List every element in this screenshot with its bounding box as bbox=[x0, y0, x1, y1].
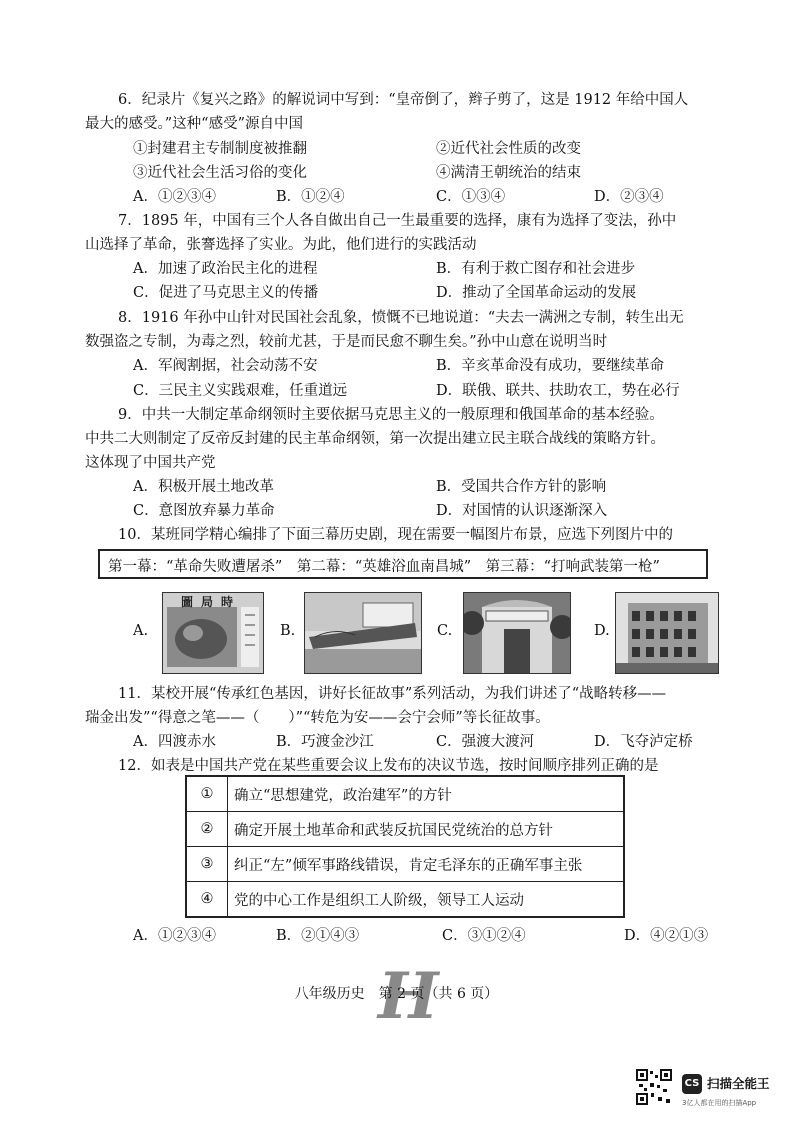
q12-resolution-table bbox=[185, 775, 625, 918]
table-row bbox=[186, 882, 624, 918]
q7-option-d: D．推动了全国革命运动的发展 bbox=[436, 285, 637, 301]
q6-item-3: ③近代社会生活习俗的变化 bbox=[133, 165, 307, 181]
q6-option-b: B．①②④ bbox=[276, 189, 345, 205]
q12-stem: 12．如表是中国共产党在某些重要会议上发布的决议节选，按时间顺序排列正确的是 bbox=[118, 758, 659, 774]
q7-stem-line2: 山选择了革命，张謇选择了实业。为此，他们进行的实践活动 bbox=[85, 237, 477, 253]
q10-option-a-label: A. bbox=[133, 623, 149, 639]
q10-picture-d bbox=[615, 592, 719, 674]
q9-option-c: C．意图放弃暴力革命 bbox=[133, 503, 275, 519]
q12-option-c: C．③①②④ bbox=[442, 928, 526, 944]
table-row-text: 确定开展土地革命和武装反抗国民党统治的总方针 bbox=[228, 812, 625, 847]
q8-stem-line2: 数强盗之专制，为毒之烈，较前尤甚，于是而民愈不聊生矣。”孙中山意在说明当时 bbox=[85, 334, 608, 350]
q6-stem-line1: 6．纪录片《复兴之路》的解说词中写到：“皇帝倒了，辫子剪了，这是 1912 年给中国人 bbox=[118, 92, 689, 108]
q8-option-c: C．三民主义实践艰难，任重道远 bbox=[133, 383, 348, 399]
q8-option-b: B．辛亥革命没有成功，要继续革命 bbox=[436, 358, 665, 374]
table-row-text: 纠正“左”倾军事路线错误，肯定毛泽东的正确军事主张 bbox=[228, 847, 625, 882]
q7-option-b: B．有利于救亡图存和社会进步 bbox=[436, 261, 636, 277]
q10-picture-a bbox=[162, 592, 264, 674]
q10-stem: 10．某班同学精心编排了下面三幕历史剧，现在需要一幅图片布景，应选下列图片中的 bbox=[118, 527, 673, 543]
q10-option-d-label: D. bbox=[594, 623, 610, 639]
q6-item-4: ④满清王朝统治的结束 bbox=[436, 165, 581, 181]
table-row-number: ③ bbox=[186, 847, 228, 882]
qr-code-icon bbox=[636, 1069, 672, 1105]
q6-item-2: ②近代社会性质的改变 bbox=[436, 141, 581, 157]
q6-option-d: D．②③④ bbox=[594, 189, 664, 205]
q9-stem-line3: 这体现了中国共产党 bbox=[85, 455, 216, 471]
q7-stem-line1: 7．1895 年，中国有三个人各自做出自己一生最重要的选择，康有为选择了变法，孙中 bbox=[118, 213, 677, 229]
q9-option-d: D．对国情的认识逐渐深入 bbox=[436, 503, 608, 519]
table-row-text: 党的中心工作是组织工人阶级，领导工人运动 bbox=[228, 882, 625, 918]
q10-option-b-label: B. bbox=[280, 623, 296, 639]
q10-picture-c bbox=[463, 592, 571, 674]
q12-option-b: B．②①④③ bbox=[276, 928, 360, 944]
q8-option-d: D．联俄、联共、扶助农工，势在必行 bbox=[436, 383, 680, 399]
camscanner-logo-icon: CS bbox=[682, 1074, 702, 1094]
page-footer: 八年级历史 第 2 页（共 6 页） bbox=[294, 986, 499, 1002]
q10-picture-b bbox=[304, 592, 422, 674]
table-row bbox=[186, 776, 624, 812]
q11-stem-line2: 瑞金出发”“得意之笔——（ ）”“转危为安——会宁会师”等长征故事。 bbox=[85, 710, 550, 726]
q10-scene-text: 第一幕：“革命失败遭屠杀” 第二幕：“英雄浴血南昌城” 第三幕：“打响武装第一枪” bbox=[108, 559, 660, 575]
table-row-number: ④ bbox=[186, 882, 228, 918]
q11-option-c: C．强渡大渡河 bbox=[436, 734, 535, 750]
q8-option-a: A．军阀割据，社会动荡不安 bbox=[133, 358, 318, 374]
scanner-app-name: 扫描全能王 bbox=[707, 1076, 770, 1091]
q10-option-c-label: C. bbox=[437, 623, 453, 639]
q11-option-a: A．四渡赤水 bbox=[133, 734, 216, 750]
scanner-app-tagline: 3亿人都在用的扫描App bbox=[682, 1099, 757, 1107]
q10-picture-a-caption: 圖局時 bbox=[181, 595, 242, 609]
q8-stem-line1: 8．1916 年孙中山针对民国社会乱象，愤慨不已地说道：“夫去一满洲之专制，转生出无 bbox=[118, 310, 684, 326]
q10-scene-box bbox=[98, 549, 708, 579]
q6-stem-line2: 最大的感受。”这种“感受”源自中国 bbox=[85, 116, 303, 132]
table-row bbox=[186, 812, 624, 847]
q7-option-a: A．加速了政治民主化的进程 bbox=[133, 261, 318, 277]
q11-stem-line1: 11．某校开展“传承红色基因，讲好长征故事”系列活动，为我们讲述了“战略转移—— bbox=[118, 686, 667, 702]
table-row-number: ① bbox=[186, 776, 228, 812]
q6-item-1: ①封建君主专制制度被推翻 bbox=[133, 141, 307, 157]
watermark-letter: H bbox=[378, 959, 439, 1034]
table-row-text: 确立“思想建党，政治建军”的方针 bbox=[228, 776, 625, 812]
q9-stem-line2: 中共二大则制定了反帝反封建的民主革命纲领，第一次提出建立民主联合战线的策略方针。 bbox=[85, 431, 665, 447]
q6-option-a: A．①②③④ bbox=[133, 189, 216, 205]
q9-option-b: B．受国共合作方针的影响 bbox=[436, 479, 607, 495]
q12-option-a: A．①②③④ bbox=[133, 928, 216, 944]
q11-option-b: B．巧渡金沙江 bbox=[276, 734, 374, 750]
q7-option-c: C．促进了马克思主义的传播 bbox=[133, 285, 319, 301]
q9-stem-line1: 9．中共一大制定革命纲领时主要依据马克思主义的一般原理和俄国革命的基本经验。 bbox=[118, 407, 664, 423]
q11-option-d: D．飞夺泸定桥 bbox=[594, 734, 693, 750]
table-row-number: ② bbox=[186, 812, 228, 847]
table-row bbox=[186, 847, 624, 882]
q12-option-d: D．④②①③ bbox=[624, 928, 709, 944]
q9-option-a: A．积极开展土地改革 bbox=[133, 479, 274, 495]
q6-option-c: C．①③④ bbox=[436, 189, 506, 205]
